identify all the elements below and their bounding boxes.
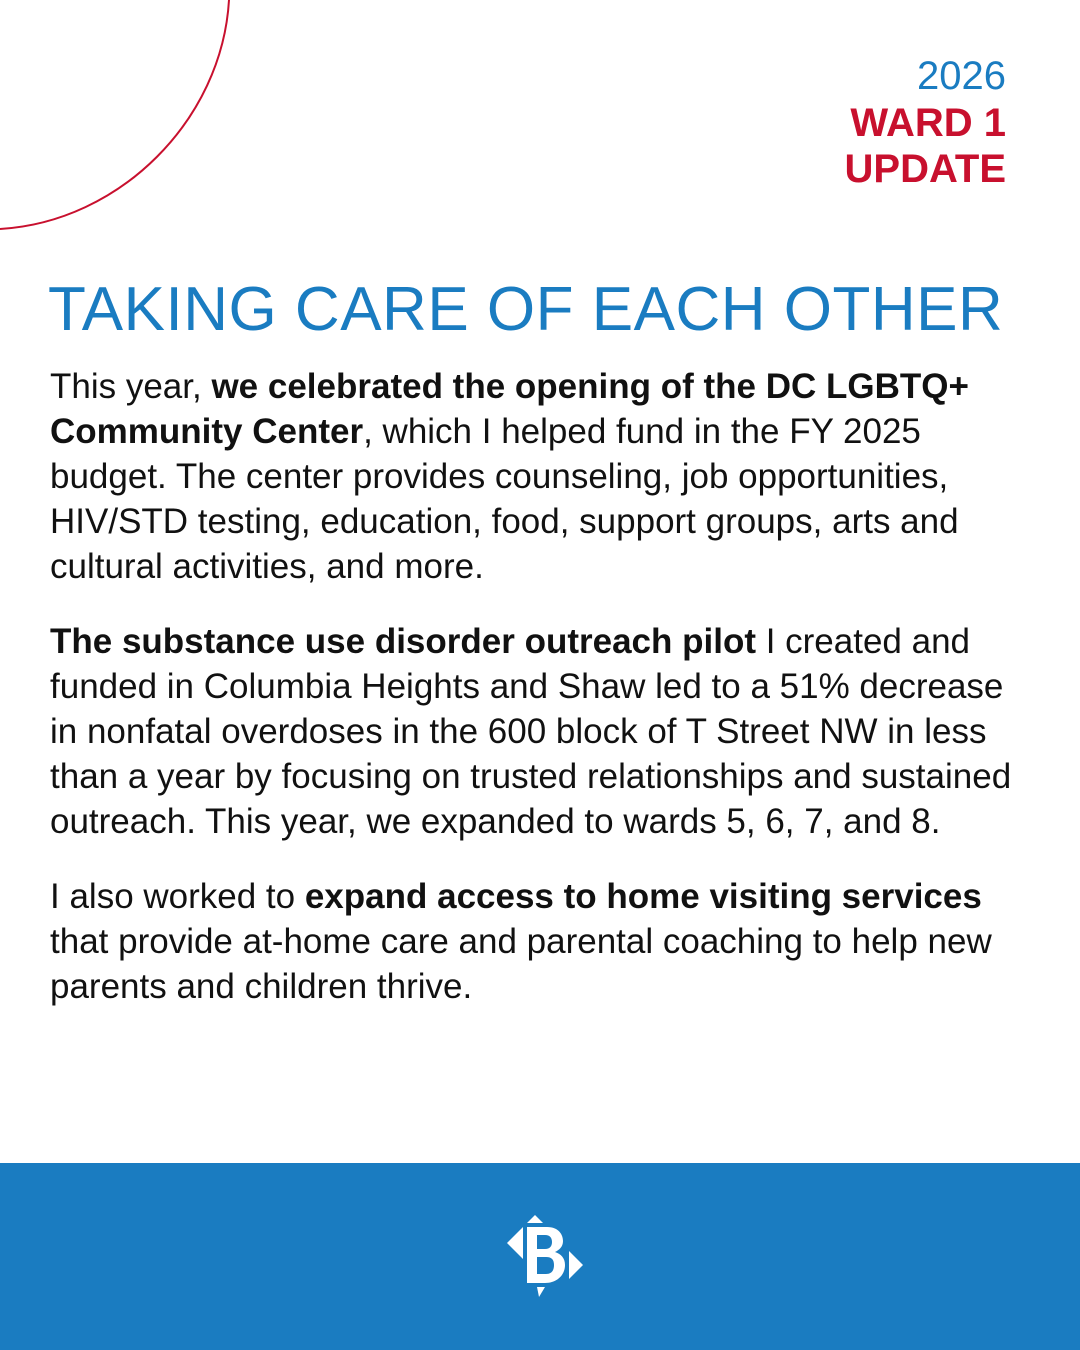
paragraph-text: I created and funded in Columbia Heights and Shaw led to a 51% decrease in nonfatal overdoses in the 600 block of T Street NW in less than a year by focusing on trusted relationships and sustained outreach. This year, we expanded to wards 5, 6, 7, and 8. [50, 622, 1012, 841]
paragraph-emphasis: The substance use disorder outreach pilot [50, 622, 756, 661]
update-label: UPDATE [844, 147, 1006, 191]
ward-label: WARD 1 [850, 101, 1006, 145]
report-year: 2026 [917, 54, 1006, 98]
paragraph-text: that provide at-home care and parental coaching to help new parents and children thrive. [50, 922, 992, 1006]
ward-update-label [845, 52, 1006, 192]
paragraph-home-visiting [50, 874, 1022, 1009]
paragraph-outreach-pilot [50, 619, 1022, 844]
body-text [50, 364, 1022, 1039]
footer-bar [0, 1163, 1080, 1350]
decorative-arc [0, 0, 240, 240]
paragraph-text: , which I helped fund in the FY 2025 budget. The center provides counseling, job opportunities, HIV/STD testing, education, food, support groups, arts and cultural activities, and more. [50, 412, 959, 586]
paragraph-community-center [50, 364, 1022, 589]
paragraph-text: This year, [50, 367, 212, 406]
paragraph-emphasis: expand access to home visiting services [304, 877, 982, 916]
paragraph-emphasis: we celebrated the opening of the DC LGBTQ+ Community Center [50, 367, 969, 451]
page-title: TAKING CARE OF EACH OTHER [48, 275, 1004, 344]
paragraph-text: I also worked to [50, 877, 305, 916]
b-arrows-logo-icon [497, 1213, 587, 1313]
